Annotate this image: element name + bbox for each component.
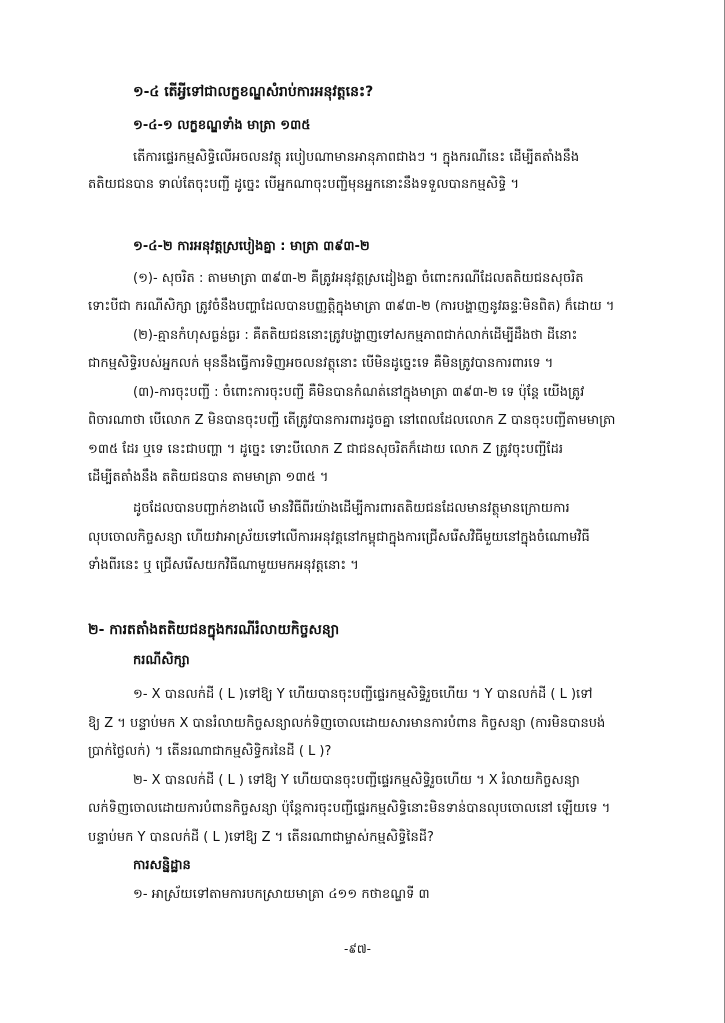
paragraph-line: តើការផ្ទេរកម្មសិទ្ធិលើអចលនវត្ថុ របៀបណាមានអានុភាពជាងៗ ។ ក្នុងករណីនេះ ដើម្បីតតាំងនឹង: [133, 150, 580, 165]
paragraph-line: ១- អាស្រ័យទៅតាមការបកស្រាយមាត្រា ៤១១ កថាខណ្ឌទី ៣: [133, 887, 430, 902]
paragraph-line: ពិចារណាថា បើលោក Z មិនបានចុះបញ្ជី តើត្រូវបានការពារដូចគ្នា នៅពេលដែលលោក Z បានចុះបញ្ជីតាមមាត្រា: [88, 413, 616, 428]
paragraph-line: ទោះបីជា ករណីសិក្សា ត្រូវចំនឹងបញ្ហាដែលបានបញ្ញត្តិក្នុងមាត្រា ៣៩៣-២ (ការបង្ហាញនូវឆន្ទៈមិនពិត) ក៏ដោយ ។: [88, 299, 615, 314]
paragraph-line: ជាកម្មសិទ្ធិរបស់អ្នកលក់ មុននឹងធ្វើការទិញអចលនវត្ថុនោះ បើមិនដូច្នេះទេ គឺមិនត្រូវបានការពារទេ ។: [88, 356, 554, 371]
paragraph-line: ២- X បានលក់ដី ( L ) ទៅឱ្យ Y ហើយបានចុះបញ្ជីផ្ទេរកម្មសិទ្ធិរួចហើយ ។ X រំលាយកិច្ចសន្យា: [133, 773, 580, 788]
section-heading-1-4: ១-៤ តើអ្វីទៅជាលក្ខខណ្ឌសំរាប់ការអនុវត្តនេះ?: [133, 84, 374, 100]
paragraph-line: (៣)-ការចុះបញ្ជី : ចំពោះការចុះបញ្ជី គឺមិនបានកំណត់នៅក្នុងមាត្រា ៣៩៣-២ ទេ ប៉ុន្តែ យើងត្រូវ: [133, 385, 585, 400]
paragraph-line: ដើម្បីតតាំងនឹង តតិយជនបាន តាមមាត្រា ១៣៥ ។: [88, 470, 329, 485]
paragraph-line: ១៣៥ ដែរ ឬទេ នេះជាបញ្ហា ។ ដូច្នេះ ទោះបីលោក Z ជាជនសុចរិតក៏ដោយ លោក Z ត្រូវចុះបញ្ជីដែរ: [88, 442, 564, 457]
paragraph-line: តតិយជនបាន ទាល់តែចុះបញ្ជី ដូច្នេះ បើអ្នកណាចុះបញ្ជីមុនអ្នកនោះនឹងទទួលបានកម្មសិទ្ធិ ។: [88, 177, 520, 192]
paragraph-line: (១)- សុចរិត : តាមមាត្រា ៣៩៣-២ គឺត្រូវអនុវត្តស្រដៀងគ្នា ចំពោះករណីដែលតតិយជនសុចរិត: [133, 271, 584, 286]
paragraph-line: ទាំងពីរនេះ ឬ ជ្រើសរើសយកវិធីណាមួយមកអនុវត្តនោះ ។: [88, 558, 359, 573]
case-study-heading: ករណីសិក្សា: [133, 653, 190, 668]
paragraph-line: លុបចោលកិច្ចសន្យា ហើយវាអាស្រ័យទៅលើការអនុវត្តនៅកម្ពុជាក្នុងការជ្រើសរើសវិធីមួយនៅក្នុងចំណោមវិធី: [88, 530, 590, 545]
paragraph-line: ១- X បានលក់ដី ( L )ទៅឱ្យ Y ហើយបានចុះបញ្ជីផ្ទេរកម្មសិទ្ធិរួចហើយ ។ Y បានលក់ដី ( L )ទៅ: [133, 687, 593, 702]
subsection-heading-1-4-2: ១-៤-២ ការអនុវត្តស្របៀងគ្នា : មាត្រា ៣៩៣-២: [133, 239, 370, 254]
section-heading-2: ២- ការតតាំងតតិយជនក្នុងករណីរំលាយកិច្ចសន្យា: [88, 622, 340, 638]
subsection-heading-1-4-1: ១-៤-១ លក្ខខណ្ឌទាំង មាត្រា ១៣៥: [133, 118, 311, 133]
paragraph-line: បន្ទាប់មក Y បានលក់ដី ( L )ទៅឱ្យ Z ។ តើនរណាជាម្ចាស់កម្មសិទ្ធិនៃដី?: [88, 830, 434, 845]
paragraph-line: ប្រាក់ថ្លៃលក់) ។ តើនរណាជាកម្មសិទ្ធិករនៃដី ( L )?: [88, 744, 332, 759]
analysis-heading: ការសន្និដ្ឋាន: [133, 858, 191, 873]
paragraph-line: លក់ទិញចោលដោយការបំពានកិច្ចសន្យា ប៉ុន្តែការចុះបញ្ជីផ្ទេរកម្មសិទ្ធិនោះមិនទាន់បានលុបចោលនៅ ឡើយទេ ។: [88, 801, 611, 816]
paragraph-line: (២)-គ្មានកំហុសធ្ងន់ធ្ងរ : គឺតតិយជននោះត្រូវបង្ហាញទៅសកម្មភាពជាក់លាក់ដើម្បីដឹងថា ដីនោះ: [133, 328, 578, 343]
page-number: -៩៧-: [344, 942, 371, 956]
paragraph-line: ដូចដែលបានបញ្ជាក់ខាងលើ មានវិធីពីរយ៉ាងដើម្បីការពារតតិយជនដែលមានវត្ថុមានក្រោយការ: [133, 501, 570, 516]
paragraph-line: ឱ្យ Z ។ បន្ទាប់មក X បានរំលាយកិច្ចសន្យាលក់ទិញចោលដោយសារមានការបំពាន កិច្ចសន្យា (ការមិនបានបង់: [88, 716, 606, 731]
